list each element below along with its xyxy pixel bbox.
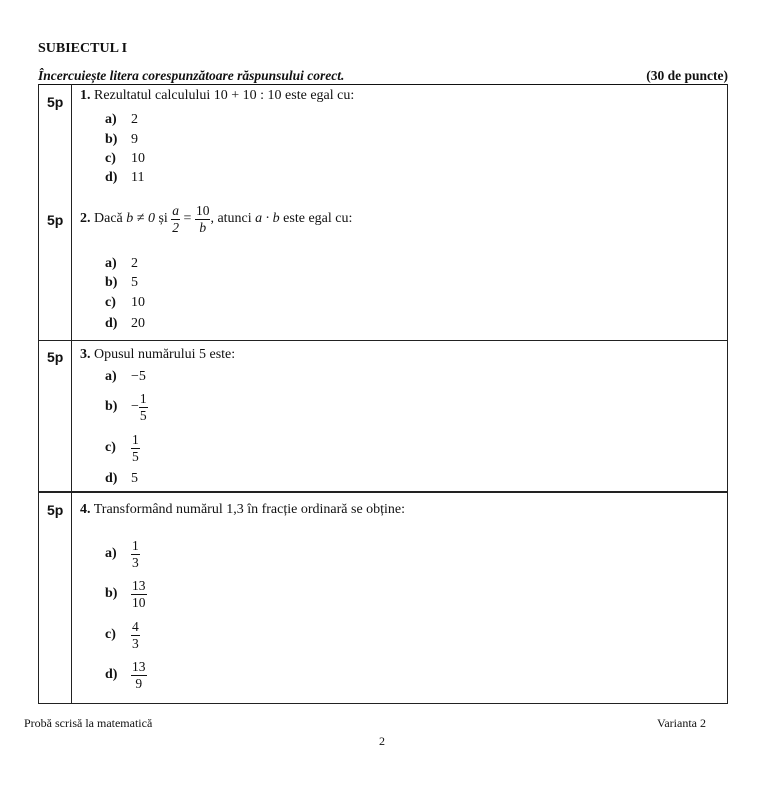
fraction-numerator: 13 bbox=[132, 659, 146, 674]
option-value: 2 bbox=[131, 256, 138, 271]
option-letter: d) bbox=[105, 170, 118, 185]
question-2-product: a · b bbox=[255, 211, 280, 227]
question-3-option-a[interactable] bbox=[105, 369, 146, 385]
option-value: 20 bbox=[131, 316, 145, 331]
fraction-numerator: a bbox=[172, 203, 180, 218]
points-total: (30 de puncte) bbox=[646, 68, 728, 83]
option-letter: c) bbox=[105, 295, 116, 310]
instruction-line bbox=[38, 68, 728, 84]
option-value: 10 bbox=[131, 151, 145, 166]
fraction-numerator: 13 bbox=[132, 578, 146, 593]
question-2-text: 2. Dacă b ≠ 0 și $\frac{a}{2}$ = $\frac{10}{b}$ , atunci a · b este egal cu: bbox=[80, 203, 353, 235]
points-column bbox=[39, 492, 72, 703]
option-letter: b) bbox=[105, 586, 118, 602]
question-block-4 bbox=[38, 491, 728, 704]
option-fraction bbox=[139, 391, 148, 423]
option-value: 2 bbox=[131, 112, 138, 127]
question-1-points: 5p bbox=[47, 94, 64, 110]
question-1-option-a[interactable] bbox=[105, 112, 138, 128]
question-3-option-c[interactable] bbox=[105, 432, 140, 464]
option-letter: d) bbox=[105, 471, 118, 486]
question-4-text-after: în fracție ordinară se obține: bbox=[247, 502, 406, 517]
footer-exam-name: Probă scrisă la matematică bbox=[24, 716, 153, 730]
question-2-condition: b ≠ 0 bbox=[126, 211, 155, 227]
fraction-numerator: 10 bbox=[195, 203, 210, 218]
footer-variant: Varianta 2 bbox=[657, 716, 706, 730]
section-title: SUBIECTUL I bbox=[38, 41, 128, 56]
option-fraction bbox=[131, 619, 140, 651]
fraction-denominator: 5 bbox=[132, 448, 139, 464]
question-1-option-c[interactable] bbox=[105, 151, 145, 167]
fraction-denominator: 10 bbox=[132, 594, 146, 610]
question-3-points: 5p bbox=[47, 349, 64, 365]
option-letter: b) bbox=[105, 399, 118, 415]
option-fraction bbox=[131, 578, 147, 610]
fraction-numerator: 1 bbox=[139, 391, 147, 406]
question-1-expression: 10 + 10 : 10 bbox=[213, 88, 282, 103]
option-letter: c) bbox=[105, 151, 116, 166]
option-letter: b) bbox=[105, 132, 118, 147]
question-1-number: 1. bbox=[80, 88, 91, 103]
question-4-points: 5p bbox=[47, 502, 64, 518]
option-value: 9 bbox=[131, 132, 138, 147]
question-2-number: 2. bbox=[80, 211, 91, 227]
option-value: −5 bbox=[131, 369, 146, 384]
question-2-text-after: este egal cu: bbox=[283, 211, 353, 227]
option-value: 5 bbox=[131, 275, 138, 290]
question-4-option-b[interactable] bbox=[105, 578, 147, 610]
question-4-option-d[interactable] bbox=[105, 659, 147, 691]
question-block-3 bbox=[38, 340, 728, 493]
option-letter: a) bbox=[105, 256, 117, 271]
question-1-text-after: este egal cu: bbox=[285, 88, 355, 103]
option-letter: d) bbox=[105, 316, 118, 331]
option-letter: a) bbox=[105, 112, 117, 127]
option-value: 10 bbox=[131, 295, 145, 310]
fraction-denominator: b bbox=[195, 219, 211, 236]
question-2-option-b[interactable] bbox=[105, 275, 138, 291]
question-4-number-value: 1,3 bbox=[226, 502, 244, 517]
fraction-denominator: 3 bbox=[132, 554, 139, 570]
question-2-text-si: și bbox=[158, 211, 168, 227]
fraction-numerator: 1 bbox=[132, 538, 139, 553]
fraction-denominator: 9 bbox=[131, 675, 147, 692]
option-fraction bbox=[131, 659, 147, 691]
option-sign: − bbox=[131, 399, 139, 415]
question-4-option-a[interactable] bbox=[105, 538, 140, 570]
question-4-text-before: Transformând numărul bbox=[93, 502, 223, 517]
option-value: 11 bbox=[131, 170, 145, 185]
question-3-option-d[interactable] bbox=[105, 471, 138, 487]
question-2-text-atunci: , atunci bbox=[210, 211, 252, 227]
question-2-option-d[interactable] bbox=[105, 316, 145, 332]
question-3-number: 3. bbox=[80, 347, 91, 362]
fraction-numerator: 4 bbox=[132, 619, 139, 634]
question-2-option-a[interactable] bbox=[105, 256, 138, 272]
option-letter: c) bbox=[105, 627, 116, 643]
question-2-fraction-right bbox=[195, 203, 211, 235]
question-1-text-before: Rezultatul calculului bbox=[94, 88, 211, 103]
question-1-option-b[interactable] bbox=[105, 132, 138, 148]
option-value: 5 bbox=[131, 471, 138, 486]
question-2-fraction-left bbox=[171, 203, 180, 235]
option-letter: d) bbox=[105, 667, 118, 683]
question-1-option-d[interactable] bbox=[105, 170, 144, 186]
page-number: 2 bbox=[379, 734, 385, 748]
option-letter: a) bbox=[105, 546, 117, 562]
question-4-number: 4. bbox=[80, 502, 91, 517]
question-2-option-c[interactable] bbox=[105, 295, 145, 311]
fraction-denominator: 3 bbox=[132, 635, 139, 651]
question-2-points: 5p bbox=[47, 212, 64, 228]
option-fraction bbox=[131, 538, 140, 570]
fraction-numerator: 1 bbox=[132, 432, 139, 447]
question-3-text bbox=[80, 347, 235, 363]
fraction-denominator: 2 bbox=[172, 219, 180, 235]
question-block-1-2 bbox=[38, 84, 728, 341]
question-2-text-a: Dacă bbox=[94, 211, 123, 227]
question-3-text-body: Opusul numărului 5 este: bbox=[94, 347, 236, 362]
question-1-text bbox=[80, 88, 354, 104]
question-3-option-b[interactable] bbox=[105, 391, 148, 423]
option-letter: b) bbox=[105, 275, 118, 290]
option-fraction bbox=[131, 432, 140, 464]
option-letter: c) bbox=[105, 440, 116, 456]
question-4-option-c[interactable] bbox=[105, 619, 140, 651]
option-letter: a) bbox=[105, 369, 117, 384]
instruction-text: Încercuiește litera corespunzătoare răspunsului corect. bbox=[38, 68, 345, 83]
question-4-text bbox=[80, 502, 405, 518]
fraction-denominator: 5 bbox=[139, 407, 147, 423]
